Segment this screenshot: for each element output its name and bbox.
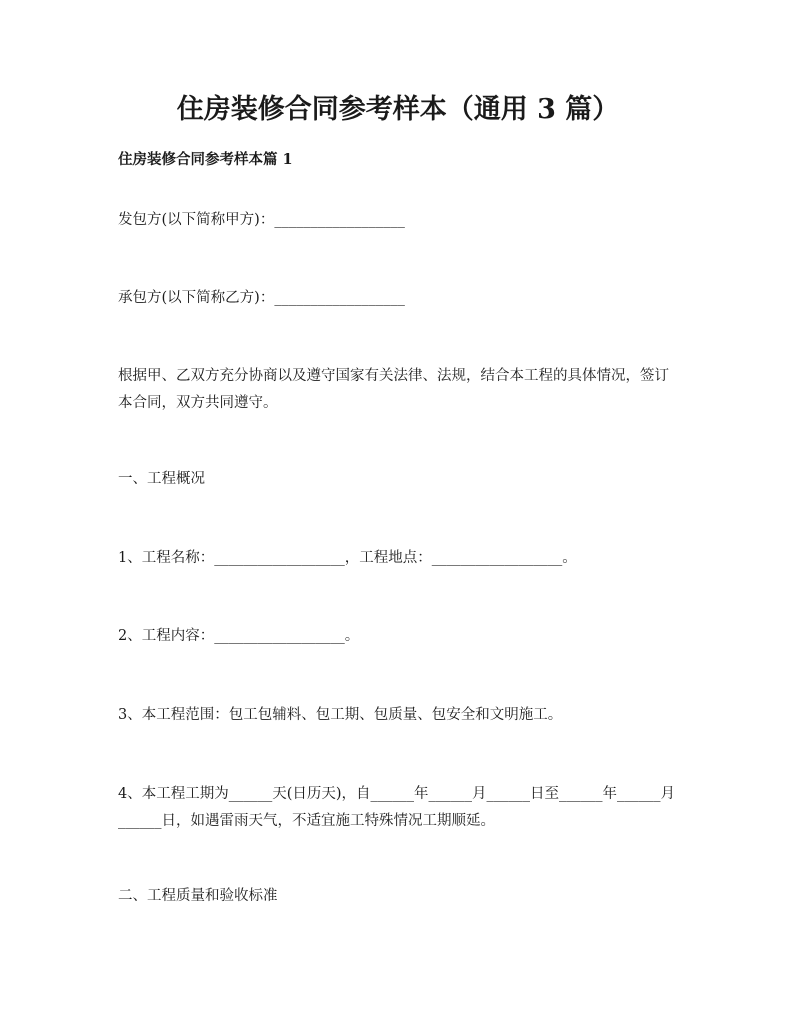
preamble-paragraph: 根据甲、乙双方充分协商以及遵守国家有关法律、法规，结合本工程的具体情况，签订本合同，双方共同遵守。	[118, 368, 669, 411]
clause-project-duration: 4、本工程工期为______天(日历天)，自______年______月______日至______年______月______日，如遇雷雨天气，不适宜施工特殊情况工期顺延。	[118, 786, 676, 829]
clause-project-name: 1、工程名称：__________________，工程地点：__________________。	[118, 550, 577, 566]
party-a-line: 发包方(以下简称甲方)：__________________	[118, 212, 405, 228]
heading-quality-acceptance: 二、工程质量和验收标准	[118, 888, 278, 904]
heading-project-overview: 一、工程概况	[118, 471, 205, 487]
document-title: 住房装修合同参考样本（通用 3 篇）	[176, 94, 620, 125]
section-title: 住房装修合同参考样本篇 1	[118, 151, 293, 168]
clause-project-content: 2、工程内容：__________________。	[118, 628, 360, 644]
party-b-line: 承包方(以下简称乙方)：__________________	[118, 290, 405, 306]
clause-project-scope: 3、本工程范围：包工包辅料、包工期、包质量、包安全和文明施工。	[118, 707, 563, 723]
